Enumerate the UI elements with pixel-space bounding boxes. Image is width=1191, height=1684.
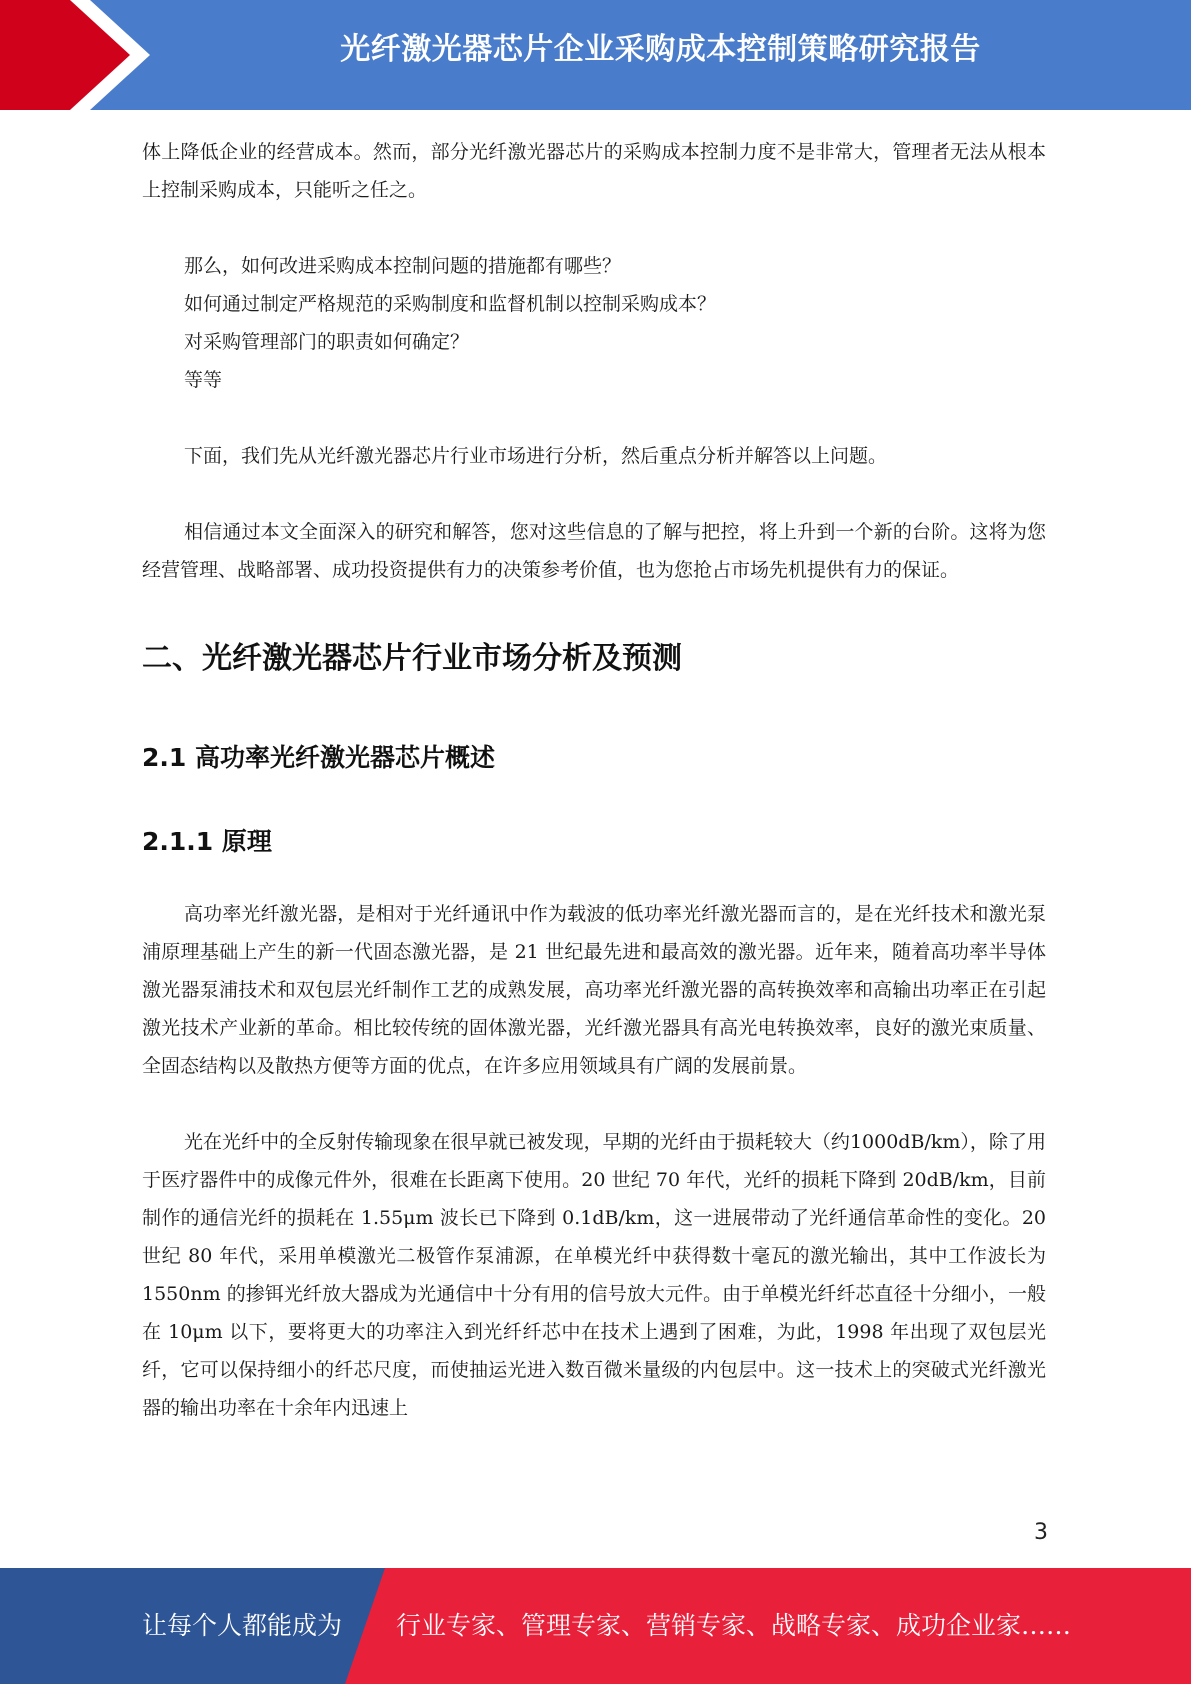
paragraph-intro: 体上降低企业的经营成本。然而，部分光纤激光器芯片的采购成本控制力度不是非常大，管理者无法从根本上控制采购成本，只能听之任之。 [142, 141, 1046, 201]
question-line: 那么，如何改进采购成本控制问题的措施都有哪些？ [184, 255, 622, 277]
footer-slogan-right: 行业专家、管理专家、营销专家、战略专家、成功企业家…… [396, 1611, 1072, 1640]
paragraph-principle-2: 光在光纤中的全反射传输现象在很早就已被发现，早期的光纤由于损耗较大（约1000dB/km），除了用于医疗器件中的成像元件外，很难在长距离下使用。20 世纪 70 年代，光纤的损耗下降到 20dB/km，目前制作的通信光纤的损耗在 1.55μm 波长已下降到 0.1dB/km，这一进展带动了光纤通信革命性的变化。20 世纪 80 年代，采用单模激光二极管作泵浦源，在单模光纤中获得数十毫瓦的激光输出，其中工作波长为 1550nm 的掺铒光纤放大器成为光通信中十分有用的信号放大元件。由于单模光纤纤芯直径十分细小，一般在 10μm 以下，要将更大的功率注入到光纤纤芯中在技术上遇到了困难，为此，1998 年出现了双包层光纤，它可以保持细小的纤芯尺度，而使抽运光进入数百微米量级的内包层中。这一技术上的突破式光纤激光器的输出功率在十余年内迅速上 [142, 1131, 1046, 1419]
document-body [142, 133, 1046, 1427]
paragraph-principle-1: 高功率光纤激光器，是相对于光纤通讯中作为载波的低功率光纤激光器而言的，是在光纤技术和激光泵浦原理基础上产生的新一代固态激光器，是 21 世纪最先进和最高效的激光器。近年来，随着高功率半导体激光器泵浦技术和双包层光纤制作工艺的成熟发展，高功率光纤激光器的高转换效率和高输出功率正在引起激光技术产业新的革命。相比较传统的固体激光器，光纤激光器具有高光电转换效率，良好的激光束质量、全固态结构以及散热方便等方面的优点，在许多应用领域具有广阔的发展前景。 [142, 903, 1046, 1077]
paragraph-next: 下面，我们先从光纤激光器芯片行业市场进行分析，然后重点分析并解答以上问题。 [184, 445, 888, 467]
paragraph-believe: 相信通过本文全面深入的研究和解答，您对这些信息的了解与把控，将上升到一个新的台阶。这将为您经营管理、战略部署、成功投资提供有力的决策参考价值，也为您抢占市场先机提供有力的保证。 [142, 521, 1046, 581]
footer-banner [0, 1568, 1191, 1684]
subsubsection-heading: 2.1.1 原理 [142, 827, 272, 856]
report-title: 光纤激光器芯片企业采购成本控制策略研究报告 [340, 32, 981, 67]
question-line: 如何通过制定严格规范的采购制度和监督机制以控制采购成本？ [184, 293, 717, 315]
footer-slogan-left: 让每个人都能成为 [142, 1611, 343, 1640]
question-line: 对采购管理部门的职责如何确定？ [184, 331, 470, 353]
page-number: 3 [1034, 1520, 1048, 1545]
header-banner [0, 0, 1191, 110]
section-heading: 二、光纤激光器芯片行业市场分析及预测 [142, 641, 682, 676]
subsection-heading: 2.1 高功率光纤激光器芯片概述 [142, 743, 495, 772]
question-line: 等等 [184, 369, 223, 391]
